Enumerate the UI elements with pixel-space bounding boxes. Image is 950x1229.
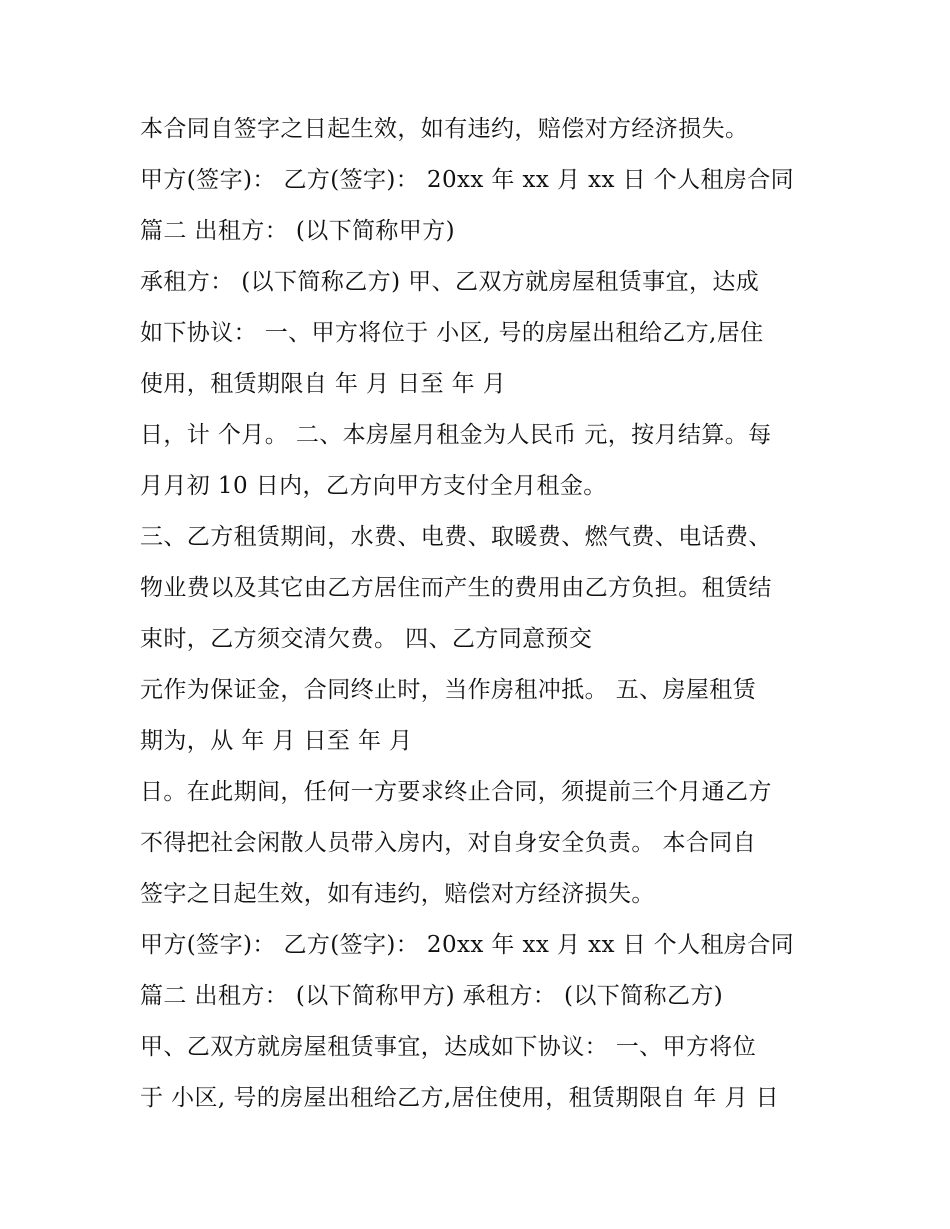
text-line-10: 物业费以及其它由乙方居住而产生的费用由乙方负担。租赁结 [140, 575, 772, 601]
text-line-18: 篇二 出租方： (以下简称甲方) 承租方： (以下简称乙方) [140, 983, 724, 1009]
text-line-3: 篇二 出租方： (以下简称甲方) [140, 218, 455, 244]
text-line-14: 日。在此期间，任何一方要求终止合同，须提前三个月通乙方 [140, 779, 772, 805]
text-line-13: 期为，从 年 月 日至 年 月 [140, 728, 413, 754]
text-line-15: 不得把社会闲散人员带入房内，对自身安全负责。 本合同自 [140, 830, 757, 856]
text-line-20: 于 小区, 号的房屋出租给乙方,居住使用，租赁期限自 年 月 日 [140, 1085, 779, 1111]
text-line-16: 签字之日起生效，如有违约，赔偿对方经济损失。 [140, 881, 655, 907]
text-line-9: 三、乙方租赁期间，水费、电费、取暖费、燃气费、电话费、 [140, 524, 772, 550]
text-line-17: 甲方(签字)： 乙方(签字)： 20xx 年 xx 月 xx 日 个人租房合同 [140, 932, 795, 958]
text-line-8: 月月初 10 日内，乙方向甲方支付全月租金。 [140, 473, 607, 499]
text-line-1: 本合同自签字之日起生效，如有违约，赔偿对方经济损失。 [140, 116, 749, 142]
text-line-7: 日，计 个月。 二、本房屋月租金为人民币 元，按月结算。每 [140, 422, 772, 448]
text-line-12: 元作为保证金，合同终止时，当作房租冲抵。 五、房屋租赁 [140, 677, 757, 703]
text-line-2: 甲方(签字)： 乙方(签字)： 20xx 年 xx 月 xx 日 个人租房合同 [140, 167, 795, 193]
text-line-11: 束时，乙方须交清欠费。 四、乙方同意预交 [140, 626, 593, 652]
text-line-6: 使用，租赁期限自 年 月 日至 年 月 [140, 371, 507, 397]
document-body [140, 110, 840, 1130]
text-line-4: 承租方： (以下简称乙方) 甲、乙双方就房屋租赁事宜，达成 [140, 269, 760, 295]
text-line-19: 甲、乙双方就房屋租赁事宜，达成如下协议： 一、甲方将位 [140, 1034, 757, 1060]
text-line-5: 如下协议： 一、甲方将位于 小区, 号的房屋出租给乙方,居住 [140, 320, 764, 346]
